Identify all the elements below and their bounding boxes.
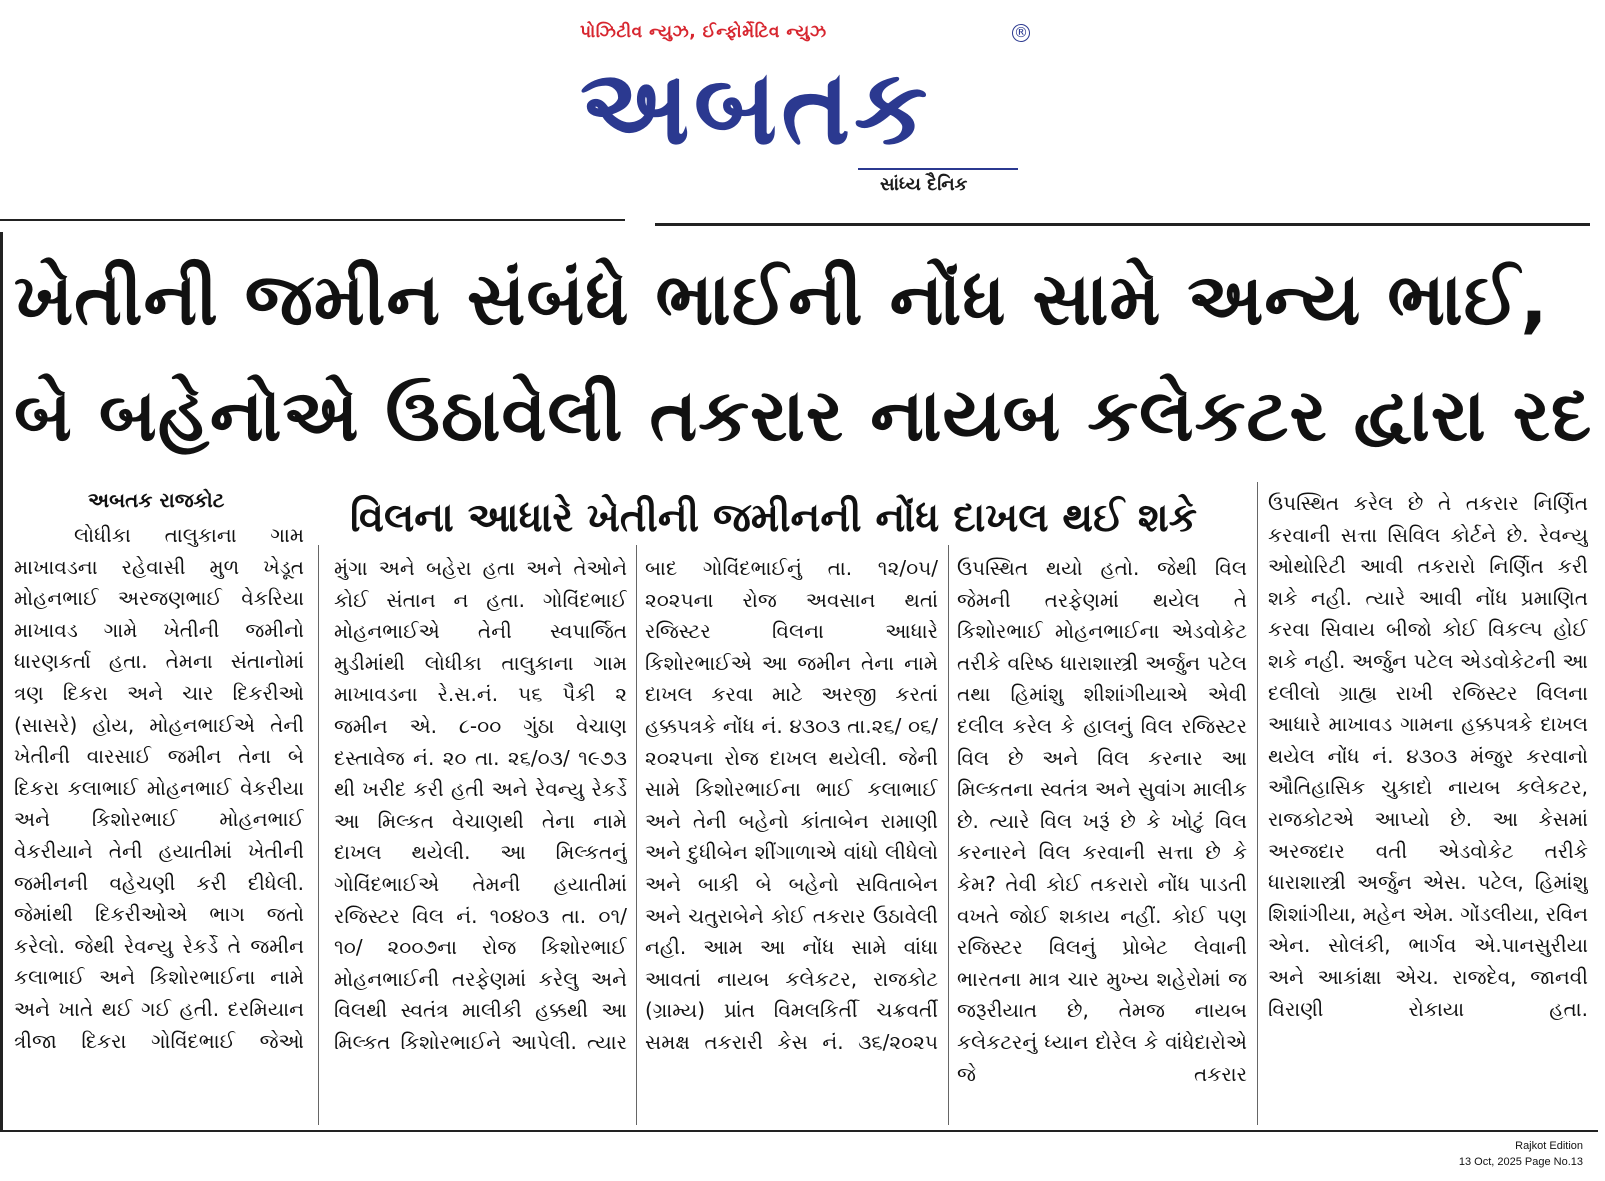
article-column-4 (957, 553, 1247, 1123)
article-column-1 (14, 520, 304, 1120)
subheadline: વિલના આધારે ખેતીની જમીનની નોંધ દાખલ થઈ શકે (350, 495, 1197, 541)
column-separator (318, 545, 319, 1125)
edition-label: Rajkot Edition (1515, 1140, 1583, 1152)
headline-line-1: ખેતીની જમીન સંબંધે ભાઈની નોંધ સામે અન્ય ભાઈ, (14, 257, 1549, 341)
article-frame-bottom (0, 1130, 1598, 1132)
registered-mark: ® (1014, 25, 1028, 41)
column-text: બાદ ગોવિંદભાઈનું તા. ૧૨/૦૫/ ૨૦૨૫ના રોજ અવસાન થતાં રજિસ્ટર વિલના આધારે કિશોરભાઈએ આ જમીન તેના નામે દાખલ કરવા માટે અરજી કરતાં હક્કપત્રકે નોંધ નં. ૪૩૦૩ તા.૨૬/ ૦૬/ ૨૦૨૫ના રોજ દાખલ થયેલી. જેની સામે કિશોરભાઈના ભાઈ કલાભાઈ અને તેની બહેનો કાંતાબેન રામાણી અને દુધીબેન શીંગાળાએ વાંધો લીધેલો અને બાકી બે બહેનો સવિતાબેન અને ચતુરાબેને કોઈ તકરાર ઉઠાવેલી નહી. આમ આ નોંધ સામે વાંધા આવતાં નાયબ કલેકટર, રાજકોટ (ગ્રામ્ય) પ્રાંત વિમલકિર્તી ચક્રવર્તી સમક્ષ તકરારી કેસ નં. ૩૬/૨૦૨૫ (645, 556, 938, 1054)
column-separator (636, 545, 637, 1125)
headline-line-2: બે બહેનોએ ઉઠાવેલી તકરાર નાયબ કલેકટર દ્વારા રદ (14, 373, 1593, 457)
masthead-subtag: સાંધ્ય દૈનિક (880, 174, 968, 195)
article-column-2 (334, 553, 627, 1123)
page-footer (1459, 1138, 1583, 1170)
column-separator (948, 545, 949, 1125)
column-text: ઉપસ્થિત કરેલ છે તે તકરાર નિર્ણિત કરવાની સત્તા સિવિલ કોર્ટને છે. રેવન્યુ ઓથોરિટી આવી તકરારો નિર્ણિત કરી શકે નહી. ત્યારે આવી નોંધ પ્રમાણિત કરવા સિવાય બીજો કોઈ વિકલ્પ હોઈ શકે નહી. અર્જુન પટેલ એડવોકેટની આ દલીલો ગ્રાહ્ય રાખી રજિસ્ટર વિલના આધારે માખાવડ ગામના હક્કપત્રકે દાખલ થયેલ નોંધ નં. ૪૩૦૩ મંજુર કરવાનો ઔતિહાસિક ચુકાદો નાયબ કલેકટર, રાજકોટએ આપ્યો છે. આ કેસમાં અરજદાર વતી એડવોકેટ તરીકે ધારાશાસ્ત્રી અર્જુન એસ. પટેલ, હિમાંશુ શિશાંગીયા, મહેન એમ. ગોંડલીયા, રવિન એન. સોલંકી, ભાર્ગવ એ.પાનસુરીયા અને આકાંક્ષા એચ. રાજદેવ, જાનવી વિરાણી રોકાયા હતા. (1268, 491, 1588, 1021)
byline: અબતક રાજકોટ (88, 488, 225, 512)
newspaper-logo: અબતક (580, 48, 932, 166)
column-separator (1257, 482, 1258, 1125)
column-text: લોધીકા તાલુકાના ગામ માખાવડના રહેવાસી મુળ ખેડૂત મોહનભાઈ અરજણભાઈ વેકરિયા માખાવડ ગામે ખેતીની જમીનો ધારણકર્તા હતા. તેમના સંતાનોમાં ત્રણ દિકરા અને ચાર દિકરીઓ (સાસરે) હોય, મોહનભાઈએ તેની ખેતીની વારસાઈ જમીન તેના બે દિકરા કલાભાઈ મોહનભાઈ વેકરીયા અને કિશોરભાઈ મોહનભાઈ વેકરીયાને તેની હયાતીમાં ખેતીની જમીનની વહેચણી કરી દીધેલી. જેમાંથી દિકરીઓએ ભાગ જતો કરેલો. જેથી રેવન્યુ રેકર્ડે તે જમીન કલાભાઈ અને કિશોરભાઈના નામે અને ખાતે થઈ ગઈ હતી. દરમિયાન ત્રીજા દિકરા ગોવિંદભાઈ જેઓ (14, 523, 304, 1053)
article-frame-left (0, 232, 3, 1130)
date-page-label: 13 Oct, 2025 Page No.13 (1458, 1156, 1583, 1168)
masthead-tagline: પોઝિટીવ ન્યુઝ, ઈન્ફોર્મેટિવ ન્યુઝ (580, 22, 827, 42)
logo-underline (858, 168, 1018, 170)
divider-right (655, 223, 1590, 226)
column-text: ઉપસ્થિત થયો હતો. જેથી વિલ જેમની તરફેણમાં થયેલ તે કિશોરભાઈ મોહનભાઈના એડવોકેટ તરીકે વરિષ્ઠ ધારાશાસ્ત્રી અર્જુન પટેલ તથા હિમાંશુ શીશાંગીયાએ એવી દલીલ કરેલ કે હાલનું વિલ રજિસ્ટર વિલ છે અને વિલ કરનાર આ મિલ્કતના સ્વતંત્ર અને સુવાંગ માલીક છે. ત્યારે વિલ ખરૂં છે કે ખોટું વિલ કરનારને વિલ કરવાની સત્તા છે કે કેમ? તેવી કોઈ તકરારો નોંધ પાડતી વખતે જોઈ શકાય નહીં. કોઈ પણ રજિસ્ટર વિલનું પ્રોબેટ લેવાની ભારતના માત્ર ચાર મુખ્ય શહેરોમાં જ જરૂરીયાત છે, તેમજ નાયબ કલેકટરનું ધ્યાન દોરેલ કે વાંધેદારોએ જે તકરાર (957, 556, 1247, 1086)
column-text: મુંગા અને બહેરા હતા અને તેઓને કોઈ સંતાન ન હતા. ગોવિંદભાઈ મોહનભાઈએ તેની સ્વપાર્જિત મુડીમાંથી લોધીકા તાલુકાના ગામ માખાવડના રે.સ.નં. ૫૬ પૈકી ૨ જમીન એ. ૮-૦૦ ગુંઠા વેચાણ દસ્તાવેજ નં. ૨૦ તા. ૨૬/૦૩/ ૧૯૭૩ થી ખરીદ કરી હતી અને રેવન્યુ રેકર્ડે આ મિલ્કત વેચાણથી તેના નામે દાખલ થયેલી. આ મિલ્કતનું ગોવિંદભાઈએ તેમની હયાતીમાં રજિસ્ટર વિલ નં. ૧૦૪૦૩ તા. ૦૧/ ૧૦/ ૨૦૦૭ના રોજ કિશોરભાઈ મોહનભાઈની તરફેણમાં કરેલુ અને વિલથી સ્વતંત્ર માલીકી હક્કથી આ મિલ્કત કિશોરભાઈને આપેલી. ત્યાર (334, 556, 627, 1054)
article-column-5 (1268, 488, 1588, 1123)
article-column-3 (645, 553, 938, 1123)
masthead (0, 0, 1605, 215)
divider-left (0, 219, 625, 221)
